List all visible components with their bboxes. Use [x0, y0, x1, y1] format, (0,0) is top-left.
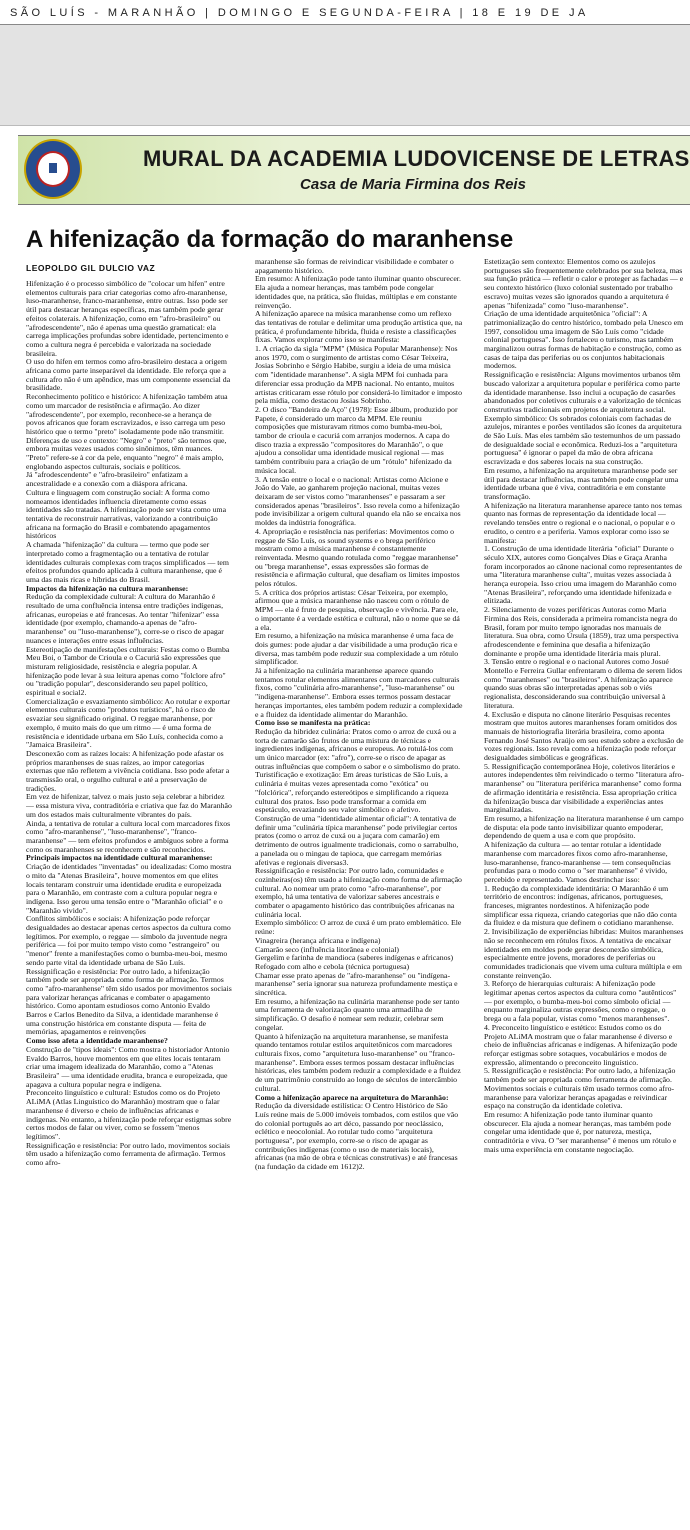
article-paragraph: A hifenização da cultura — ao tentar rotular a identidade maranhense com marcadores fixos como afro-maranhense, luso-maranhense, franco-maranhense — tem consequências profundas para o modo como o "ser maranhense" é vivido, percebido e representado. Vamos destrinchar isso:	[484, 840, 671, 884]
article-paragraph: A hifenização na literatura maranhense aparece tanto nos temas quanto nas formas de representação da identidade local — revelando tensões entre o regional e o nacional, o popular e o erudito, o centro e a periferia. Vamos explorar como isso se manifesta:	[484, 500, 682, 545]
article-paragraph: Hifenização é o processo simbólico de "colocar um hífen" entre elementos culturais para criar categorias como afro-maranhense, luso-maranhense, franco-maranhense, entre outras. Isso pode ser útil para destacar heranças específicas, mas também pode gerar efeitos colaterais. A hifenização, como em "afro-brasileiro" ou "afrodescendente", não é apenas uma questão gramatical: ela carrega implicações profundas sobre identidade, pertencimento e como a cultura negra é percebida e valorizada na sociedade brasileira.	[26, 280, 229, 358]
article-paragraph: Criação de uma identidade arquitetônica "oficial": A patrimonialização do centro histórico, tombado pela Unesco em 1997, consolidou uma imagem de São Luís como "cidade colonial portuguesa". Isso fortaleceu o turismo, mas também marginalizou outras formas de habitação e construção, como as casas de taipa das periferias ou os conjuntos habitacionais modernos.	[484, 309, 684, 371]
article-paragraph: 2. Silenciamento de vozes periféricas Autoras como Maria Firmina dos Reis, considerada a primeira romancista negra do Brasil, foram por muito tempo ignoradas nos manuais de literatura. Sua obra, como Úrsula (1859), traz uma perspectiva afrodescendente e feminina que desafia a hifenização dominante e propõe uma identidade literária mais plural.	[484, 605, 679, 658]
article-paragraph: Gergelim e farinha de mandioca (saberes indígenas e africanos)	[255, 953, 454, 963]
article-paragraph: Diferenças de uso e contexto: "Negro" e "preto" são termos que, embora muitas vezes usados como sinônimos, têm nuances. "Preto" refere-se à cor da pele, enquanto "negro" é mais amplo, englobando aspectos culturais, sociais e políticos.	[26, 435, 227, 471]
article-paragraph: Em resumo, a hifenização na arquitetura maranhense pode ser útil para destacar influências, mas também pode congelar uma identidade urbana que é viva, contraditória e em constante transformação.	[484, 465, 679, 501]
article-paragraph: Exemplo simbólico: Os sobrados coloniais com fachadas de azulejos, mirantes e porões ventilados são ícones da arquitetura de São Luís. Mas eles também são testemunhos de um passado de desigualdade social e econômica. Reduzi-los a "arquitetura portuguesa" é ignorar o papel da mão de obra africana escravizada e dos saberes locais na sua construção.	[484, 413, 682, 467]
academy-seal-icon	[24, 139, 82, 199]
article-paragraph: Em resumo: A hifenização pode tanto iluminar quanto obscurecer. Ela ajuda a nomear heranças, mas também pode congelar identidades que, na prática, são fluidas, múltiplas e em constante reinvenção.	[255, 274, 461, 310]
article-paragraph: Desconexão com as raízes locais: A hifenização pode afastar os próprios maranhenses de suas raízes, ao impor categorias externas que não refletem a vivência cotidiana. Isso pode afetar a transmissão oral, o orgulho cultural e até a preservação de tradições.	[26, 748, 230, 793]
column-masthead	[18, 135, 690, 205]
article-paragraph: Principais impactos na identidade cultural maranhense:	[26, 853, 213, 863]
article-paragraph: 3. Tensão entre o regional e o nacional Autores como Josué Montello e Ferreira Gullar enfrentaram o dilema de serem lidos como "maranhenses" ou "brasileiros". A hifenização aparece quando suas obras são interpretadas apenas sob o viés regionalista, desconsiderando sua contribuição universal à literatura.	[484, 657, 683, 710]
article-paragraph: 4. Apropriação e resistência nas periferias: Movimentos como o reggae de São Luís, os sound systems e o brega periférico mostram como a música maranhense é constantemente reinventada. Mesmo quando rotulada como "reggae maranhense" ou "brega maranhense", essas expressões são formas de resistência e afirmação cultural, que desafiam os limites impostos pelos rótulos.	[255, 526, 460, 589]
article-paragraph: Já "afrodescendente" e "afro-brasileiro" enfatizam a ancestralidade e a conexão com a diáspora africana.	[26, 470, 188, 489]
article-paragraph: 5. A crítica dos próprios artistas: César Teixeira, por exemplo, afirmou que a música maranhense não nasceu com o rótulo de MPM — ela é fruto de pesquisa, observação e vivência. Para ele, o importante é a verdade estética e cultural, não o nome que se dá a ela.	[255, 587, 460, 632]
article-paragraph: Em vez de hifenizar, talvez o mais justo seja celebrar a hibridez — essa mistura viva, contraditória e criativa que faz do Maranhão um dos estados mais culturalmente vibrantes do país.	[26, 792, 232, 819]
article-column-1	[26, 280, 232, 1520]
article-paragraph: O uso do hífen em termos como afro-brasileiro destaca a origem africana como parte inseparável da identidade. Ele reforça que a cultura afro não é um apêndice, mas um componente essencial da brasilidade.	[26, 357, 231, 393]
article-paragraph: Chamar esse prato apenas de "afro-maranhense" ou "indígena-maranhense" seria ignorar sua natureza profundamente mestiça e sincrética.	[255, 970, 458, 998]
article-paragraph: Refogado com alho e cebola (técnica portuguesa)	[255, 961, 410, 971]
page-header-strip	[0, 0, 690, 25]
article-paragraph: A chamada "hifenização" da cultura — termo que pode ser interpretado como a fragmentação ou a tentativa de rotular identidades culturais complexas com traços simplificados — tem efeitos profundos quando aplicada à cultura maranhense, que é uma das mais ricas e híbridas do Brasil.	[26, 540, 229, 584]
article-paragraph: Impactos da hifenização na cultura maranhense:	[26, 583, 189, 593]
article-paragraph: Preconceito linguístico e cultural: Estudos como os do Projeto ALiMA (Atlas Linguístico do Maranhão) mostram que o falar maranhense é diverso e cheio de influências africanas e indígenas. No entanto, a hifenização pode reforçar estigmas sobre certos modos de falar ou viver, como se fossem "menos legítimos".	[26, 1088, 232, 1141]
article-paragraph: 2. Invisibilização de experiências híbridas: Muitos maranhenses não se reconhecem em rótulos fixos. A tentativa de encaixar identidades em moldes pode gerar desconexão simbólica, especialmente entre jovens, moradores de periferias ou comunidades tradicionais que vivem uma cultura múltipla e em constante reinvenção.	[484, 927, 684, 980]
masthead-subtitle: Casa de Maria Firmina dos Reis	[300, 176, 526, 193]
article-column-2	[255, 258, 463, 1520]
article-paragraph: 4. Exclusão e disputa no cânone literário Pesquisas recentes mostram que muitos autores maranhenses foram omitidos dos manuais de historiografia literária brasileira, como aponta Fernando José Santos Araújo em seu estudo sobre a exclusão de vozes regionais. Isso revela como a hifenização pode reforçar desigualdades simbólicas e geográficas.	[484, 709, 684, 763]
page-header-text: SÃO LUÍS - MARANHÃO | DOMINGO E SEGUNDA-FEIRA | 18 E 19 DE JA	[10, 7, 589, 19]
article-paragraph: 3. A tensão entre o local e o nacional: Artistas como Alcione e João do Vale, ao ganharem projeção nacional, muitas vezes deixaram de ser vistos como "maranhenses" e passaram a ser considerados apenas "brasileiros". Isso revela como a hifenização pode invisibilizar a origem cultural quando ela não se encaixa nos moldes da indústria fonográfica.	[255, 474, 461, 528]
article-paragraph: Turistificação e exotização: Em áreas turísticas de São Luís, a culinária é muitas vezes apresentada como "exótica" ou "folclórica", reforçando estereótipos e simplificando a riqueza cultural dos pratos. Isso pode transformar a comida em espetáculo, esvaziando seu valor simbólico e afetivo.	[255, 770, 449, 815]
article-paragraph: Cultura e linguagem com construção social: A forma como nomeamos identidades influencia diretamente como essas identidades são tratadas. A hifenização pode ser vista como uma tentativa de reconstruir narrativas, valorizando a contribuição africana na formação do Brasil e combatendo apagamentos históricos	[26, 487, 227, 541]
article-byline: LEOPOLDO GIL DULCIO VAZ	[26, 263, 156, 273]
article-paragraph: Comercialização e esvaziamento simbólico: Ao rotular e exportar elementos culturais como "produtos turísticos", há o risco de esvaziar seu significado original. O reggae maranhense, por exemplo, é muito mais do que um ritmo — é uma forma de resistência e identidade urbana em São Luís, conhecida como a "Jamaica Brasileira".	[26, 696, 231, 750]
article-paragraph: Em resumo, a hifenização na música maranhense é uma faca de dois gumes: pode ajudar a dar visibilidade a uma produção rica e diversa, mas também pode reduzir sua complexidade a um rótulo simplificador.	[255, 631, 459, 667]
article-paragraph: Estetização sem contexto: Elementos como os azulejos portugueses são frequentemente celebrados por sua beleza, mas sua função prática — refletir o calor e proteger as fachadas — e seu contexto histórico (luxo colonial sustentado por trabalho escravo) muitas vezes são ignorados quando a arquitetura é apenas "hifenizada" como "luso-maranhense".	[484, 258, 684, 310]
article-paragraph: Ressignificação e resistência: Por outro lado, comunidades e cozinheiras(os) têm usado a hifenização como forma de afirmação cultural. Ao nomear um prato como "afro-maranhense", por exemplo, há uma tentativa de valorizar saberes ancestrais e combater o apagamento histórico das contribuições africanas na culinária local.	[255, 866, 462, 919]
article-paragraph: Ainda, a tentativa de rotular a cultura local com marcadores fixos como "afro-maranhense", "luso-maranhense", "franco-maranhense" — tem efeitos profundos e ambíguos sobre a forma como os maranhenses se reconhecem e são reconhecidos.	[26, 818, 231, 854]
article-paragraph: 5. Ressignificação e resistência: Por outro lado, a hifenização também pode ser apropriada como ferramenta de afirmação. Movimentos sociais e culturais têm usado termos como afro-maranhense para valorizar heranças apagadas e reivindicar espaço na construção da identidade coletiva.	[484, 1066, 676, 1111]
article-paragraph: Ressignificação e resistência: Por outro lado, movimentos sociais têm usado a hifenização como ferramenta de afirmação. Termos como afro-	[26, 1140, 230, 1168]
article-paragraph: Vinagreira (herança africana e indígena)	[255, 935, 381, 945]
article-paragraph: Como isso se manifesta na prática:	[255, 718, 371, 728]
article-paragraph: 5. Ressignificação contemporânea Hoje, coletivos literários e autores independentes têm reivindicado o termo "literatura afro-maranhense" ou "literatura periférica maranhense" como forma de afirmação identitária e resistência. Essa apropriação crítica da hifenização busca dar visibilidade a experiências antes marginalizadas.	[484, 761, 684, 815]
article-paragraph: 1. Construção de uma identidade literária "oficial" Durante o século XIX, autores como Gonçalves Dias e Graça Aranha foram incorporados ao cânone nacional como representantes de uma "literatura maranhense culta", muitas vezes associada à herança europeia. Isso criou uma imagem do Maranhão como "Atenas Brasileira", reforçando uma identidade hifenizada e elitizada.	[484, 544, 683, 606]
article-paragraph: Criação de identidades "inventadas" ou idealizadas: Como mostra o mito da "Atenas Brasileira", houve momentos em que elites locais tentaram construir uma identidade erudita e europeizada para o Maranhão, em contraste com a cultura popular negra e indígena. Isso gerou uma tensão entre o "Maranhão oficial" e o "Maranhão vivido".	[26, 862, 232, 915]
article-paragraph: Ressignificação e resistência: Alguns movimentos urbanos têm buscado valorizar a arquitetura popular e periférica como parte da identidade maranhense. Isso inclui a ocupação de casarões abandonados por coletivos culturais e a valorização de técnicas construtivas tradicionais em projetos de arquitetura social.	[484, 370, 682, 414]
article-paragraph: 1. A criação da sigla "MPM" (Música Popular Maranhense): Nos anos 1970, com o surgimento de artistas como César Teixeira, Josias Sobrinho e Sérgio Habibe, surgiu a ideia de uma música com "identidade maranhense". A sigla MPM foi cunhada para diferenciar essa produção da MPB nacional. No entanto, muitos artistas criticaram esse rótulo por considerá-lo limitador e imposto pela mídia, como destacou Josias Sobrinho.	[255, 344, 462, 406]
article-paragraph: Redução da complexidade cultural: A cultura do Maranhão é resultado de uma confluência intensa entre tradições indígenas, africanas, europeias e até francesas. Ao tentar "hifenizar" essa identidade (por exemplo, chamando-a apenas de "afro-maranhense" ou "luso-maranhense"), corre-se o risco de apagar nuances e interações entre essas influências.	[26, 592, 224, 645]
article-paragraph: 4. Preconceito linguístico e estético: Estudos como os do Projeto ALiMA mostram que o falar maranhense é diverso e cheio de influências africanas e indígenas. A hifenização pode reforçar estigmas sobre sotaques, vocabulários e modos de expressão, alimentando o preconceito linguístico.	[484, 1022, 678, 1067]
article-paragraph: Conflitos simbólicos e sociais: A hifenização pode reforçar desigualdades ao destacar apenas certos aspectos da cultura como legítimos. Por exemplo, o reggae — símbolo da juventude negra periférica — foi por muito tempo visto como "estrangeiro" ou "menor" frente a manifestações como o bumba-meu-boi, mesmo sendo parte vital da identidade urbana de São Luís.	[26, 914, 231, 967]
article-paragraph: Reconhecimento político e histórico: A hifenização também atua como um marcador de resistência e afirmação. Ao dizer "afrodescendente", por exemplo, reconhece-se a herança de povos africanos que foram escravizados, e isso carrega um peso histórico que o termo "preto" isoladamente pode não transmitir.	[26, 392, 228, 436]
masthead-title: MURAL DA ACADEMIA LUDOVICENSE DE LETRAS	[143, 146, 690, 171]
article-paragraph: 3. Reforço de hierarquias culturais: A hifenização pode legitimar apenas certos aspectos da cultura como "autênticos" — por exemplo, o bumba-meu-boi como símbolo oficial — enquanto marginaliza outras expressões, como o reggae, o brega ou a fala popular, vistas como "menos maranhenses".	[484, 979, 677, 1024]
article-paragraph: A hifenização aparece na música maranhense como um reflexo das tentativas de rotular e delimitar uma produção artística que, na prática, é profundamente híbrida, fluida e resiste a classificações fixas. Vamos explorar como isso se manifesta:	[255, 309, 463, 345]
article-paragraph: Em resumo, a hifenização na culinária maranhense pode ser tanto uma ferramenta de valorização quanto uma armadilha de simplificação. O desafio é nomear sem reduzir, celebrar sem congelar.	[255, 996, 460, 1032]
article-paragraph: Quanto à hifenização na arquitetura maranhense, se manifesta quando tentamos rotular estilos arquitetônicos com marcadores culturais fixos, como "arquitetura luso-maranhense" ou "franco-maranhense". Embora esses termos possam destacar influências históricas, eles também podem reduzir a complexidade e a fluidez de um patrimônio construído ao longo de séculos de intercâmbio cultural.	[255, 1031, 461, 1093]
article-paragraph: Como isso afeta a identidade maranhense?	[26, 1036, 168, 1046]
article-paragraph: Camarão seco (influência litorânea e colonial)	[255, 944, 399, 954]
article-paragraph: Como a hifenização aparece na arquitetura do Maranhão:	[255, 1092, 449, 1102]
article-paragraph: Redução da diversidade estilística: O Centro Histórico de São Luís reúne mais de 5.000 imóveis tombados, com estilos que vão do colonial português ao art déco, passando por neoclássico, eclético e neocolonial. Ao rotular tudo como "arquitetura portuguesa", por exemplo, corre-se o risco de apagar as contribuições indígenas (como o uso de materiais locais), africanas (na mão de obra e técnicas construtivas) e até francesas (na fundação da cidade em 1612)2.	[255, 1101, 459, 1172]
article-paragraph: Ressignificação e resistência: Por outro lado, a hifenização também pode ser apropriada como forma de afirmação. Termos como "afro-maranhense" têm sido usados por movimentos sociais para valorizar heranças africanas e combater o apagamento histórico. Como apontam estudiosos como Antonio Evaldo Barros e Carlos Benedito da Silva, a identidade maranhense é uma construção histórica em constante disputa — feita de memórias, apagamentos e reinvenções	[26, 966, 232, 1037]
article-paragraph: 2. O disco "Bandeira de Aço" (1978): Esse álbum, produzido por Papete, é considerado um marco da MPM. Ele reuniu composições que misturavam ritmos como bumba-meu-boi, tambor de crioula e cacuriá com arranjos modernos. A capa do disco trazia a expressão "compositores do Maranhão", o que ajudou a consolidar uma identidade musical regional — mas também contribuiu para a criação de um "rótulo" hifenizado da música local.	[255, 404, 458, 475]
article-paragraph: Já a hifenização na culinária maranhense aparece quando tentamos rotular elementos alimentares com marcadores culturais fixos, como "culinária afro-maranhense", "luso-maranhense" ou "indígena-maranhense". Embora esses termos possam destacar heranças importantes, eles também podem reduzir a complexidade e a fluidez da identidade alimentar do Maranhão.	[255, 666, 463, 719]
article-paragraph: Construção de "tipos ideais": Como mostra o historiador Antonio Evaldo Barros, houve momentos em que elites locais tentaram criar uma imagem idealizada do Maranhão, como a "Atenas Brasileira" — uma identidade erudita, branca e europeizada, que apagava a cultura popular negra e indígena.	[26, 1044, 230, 1089]
article-paragraph: maranhense são formas de reivindicar visibilidade e combater o apagamento histórico.	[255, 258, 454, 275]
article-paragraph: 1. Redução da complexidade identitária: O Maranhão é um território de encontros: indígenas, africanos, portugueses, franceses, migrantes nordestinos. A hifenização pode simplificar essa riqueza, criando categorias que não dão conta da fluidez e da mistura que definem o cotidiano maranhense.	[484, 883, 677, 928]
article-paragraph: Construção de uma "identidade alimentar oficial": A tentativa de definir uma "culinária típica maranhense" pode privilegiar certos pratos (como o arroz de cuxá ou a juçara com camarão) em detrimento de outros igualmente tradicionais, como o sarrabulho, a panelada ou o mingau de tapioca, que carregam memórias afetivas e regionais diversas3.	[255, 814, 459, 867]
article-paragraph: Exemplo simbólico: O arroz de cuxá é um prato emblemático. Ele reúne:	[255, 918, 462, 937]
ad-space	[0, 25, 690, 126]
article-column-3	[484, 258, 684, 1520]
article-paragraph: Em resumo, a hifenização na literatura maranhense é um campo de disputa: ela pode tanto invisibilizar quanto empoderar, dependendo de quem a usa e com que propósito.	[484, 814, 684, 841]
article-paragraph: Estereotipação de manifestações culturais: Festas como o Bumba Meu Boi, o Tambor de Crioula e o Cacuriá são expressões que misturam religiosidade, resistência e alegria popular. A hifenização pode levar à sua leitura apenas como "folclore afro" ou "tradição popular", desconsiderando seu papel político, espiritual e social2.	[26, 644, 230, 698]
article-paragraph: Redução da hibridez culinária: Pratos como o arroz de cuxá ou a torta de camarão são frutos de uma mistura de técnicas e ingredientes indígenas, africanos e europeus. Ao rotulá-los com um único marcador (ex: "afro"), corre-se o risco de apagar as outras influências que compõem o sabor e o simbolismo do prato.	[255, 726, 461, 771]
article-paragraph: Em resumo: A hifenização pode tanto iluminar quanto obscurecer. Ela ajuda a nomear heranças, mas também pode congelar uma identidade que é, por natureza, mestiça, contraditória e viva. O "ser maranhense" é menos um rótulo e mais uma experiência em constante negociação.	[484, 1109, 677, 1154]
article-headline: A hifenização da formação do maranhense	[26, 226, 514, 253]
